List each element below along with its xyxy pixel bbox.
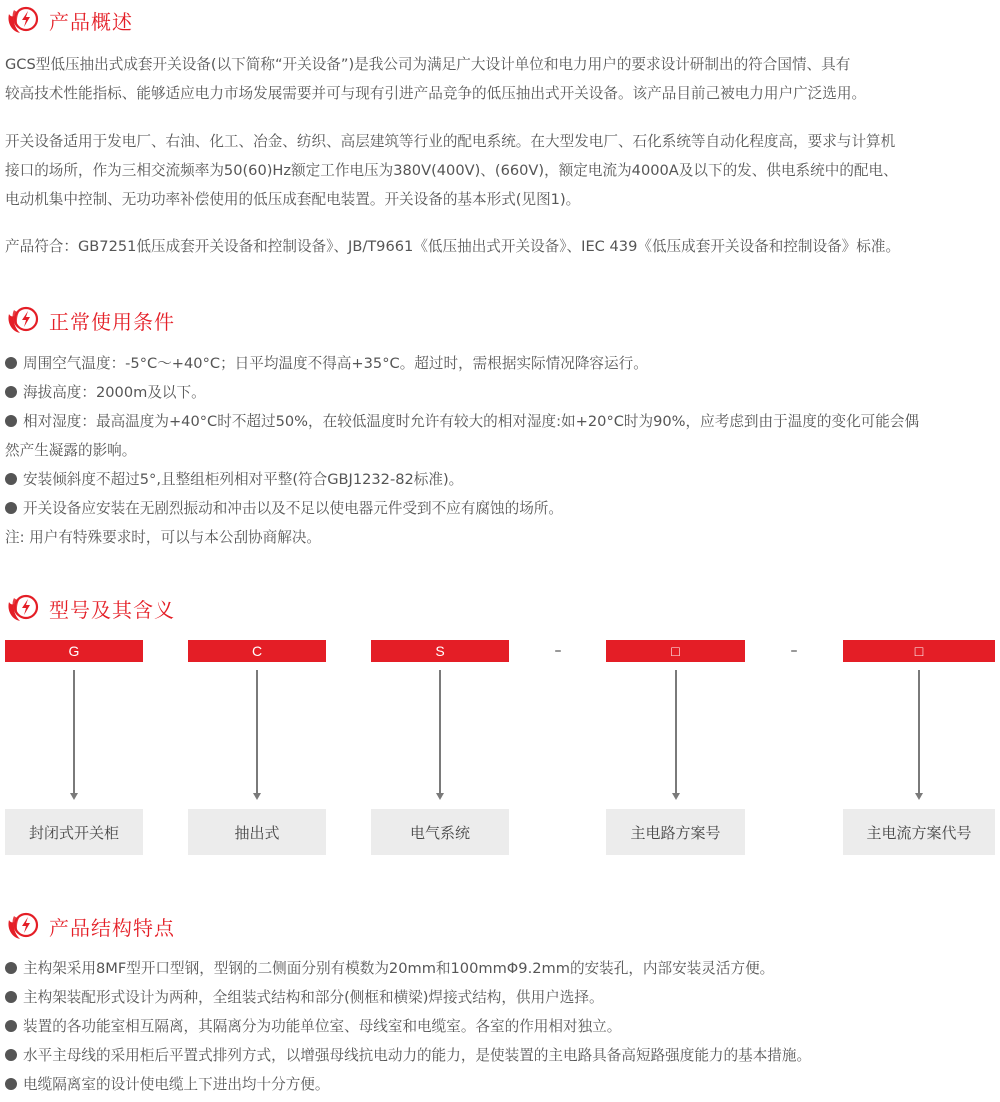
overview-paragraph-3 [5, 232, 997, 261]
list-item-continuation: 然产生凝露的影响。 [5, 442, 137, 459]
section-title-text: 型号及其含义 [49, 597, 175, 622]
down-arrow-icon [73, 670, 75, 794]
text-line: 较高技术性能指标、能够适应电力市场发展需要并可与现有引进产品竞争的低压抽出式开关设备。该产品目前己被电力用户广泛选用。 [5, 85, 867, 102]
leaf-lightning-icon [5, 4, 39, 36]
leaf-lightning-icon [5, 304, 39, 336]
text-line: 产品符合：GB7251低压成套开关设备和控制设备》、JB/T9661《低压抽出式开关设备》、IEC 439《低压成套开关设备和控制设备》标准。 [5, 238, 901, 255]
overview-paragraph-1 [5, 50, 997, 108]
list-item: 主构架装配形式设计为两种，全组装式结构和部分(侧框和横梁)焊接式结构，供用户选择。 [5, 983, 997, 1012]
list-item: 主构架采用8MF型开口型钢，型钢的二侧面分别有模数为20mm和100mmΦ9.2mm的安装孔，内部安装灵活方便。 [5, 954, 997, 983]
down-arrow-icon [918, 670, 920, 794]
leaf-lightning-icon [5, 910, 39, 942]
code-box-s: S [371, 640, 509, 662]
text-line: 开关设备适用于发电厂、右油、化工、冶金、纺织、高层建筑等行业的配电系统。在大型发电厂、石化系统等自动化程度高，要求与计算机 [5, 133, 896, 150]
code-box-current-scheme: □ [843, 640, 995, 662]
section-title-features [5, 909, 175, 943]
code-box-g: G [5, 640, 143, 662]
list-item: 安装倾斜度不超过5°,且整组柜列相对平整(符合GBJ1232-82标准)。 [5, 465, 997, 494]
meaning-box: 封闭式开关柜 [5, 809, 143, 855]
down-arrow-icon [439, 670, 441, 794]
meaning-box: 抽出式 [188, 809, 326, 855]
text-line: 接口的场所，作为三相交流频率为50(60)Hz额定工作电压为380V(400V)、(660V)，额定电流为4000A及以下的发、供电系统中的配电、 [5, 162, 898, 179]
note-text: 注: 用户有特殊要求时，可以与本公刮协商解决。 [5, 529, 322, 546]
section-title-conditions [5, 303, 175, 337]
list-item: 开关设备应安装在无剧烈振动和冲击以及不足以使电器元件受到不应有腐蚀的场所。 [5, 494, 997, 523]
section-title-text: 产品结构特点 [49, 915, 175, 940]
section-title-overview [5, 3, 133, 37]
list-item: 水平主母线的采用柜后平置式排列方式，以增强母线抗电动力的能力，是使装置的主电路具备高短路强度能力的基本措施。 [5, 1041, 997, 1070]
section-title-text: 产品概述 [49, 9, 133, 34]
code-separator: – [790, 643, 798, 659]
text-line: 电动机集中控制、无功功率补偿使用的低压成套配电装置。开关设备的基本形式(见图1)。 [5, 191, 581, 208]
features-list [5, 954, 997, 1099]
list-item: 电缆隔离室的设计使电缆上下进出均十分方便。 [5, 1070, 997, 1099]
down-arrow-icon [256, 670, 258, 794]
meaning-box: 电气系统 [371, 809, 509, 855]
text-line: GCS型低压抽出式成套开关设备(以下简称“开关设备”)是我公司为满足广大设计单位和电力用户的要求设计研制出的符合国情、具有 [5, 56, 851, 73]
code-box-circuit-scheme: □ [606, 640, 745, 662]
overview-paragraph-2 [5, 127, 997, 214]
list-item: 海拔高度：2000m及以下。 [5, 378, 997, 407]
list-item: 装置的各功能室相互隔离，其隔离分为功能单位室、母线室和电缆室。各室的作用相对独立。 [5, 1012, 997, 1041]
code-box-c: C [188, 640, 326, 662]
section-title-model [5, 591, 175, 625]
list-item: 周围空气温度：-5°C～+40°C；日平均温度不得高+35°C。超过时，需根据实际情况降容运行。 [5, 349, 997, 378]
leaf-lightning-icon [5, 592, 39, 624]
meaning-box: 主电路方案号 [606, 809, 745, 855]
down-arrow-icon [675, 670, 677, 794]
meaning-box: 主电流方案代号 [843, 809, 995, 855]
conditions-list [5, 349, 997, 552]
list-item: 相对湿度：最高温度为+40°C时不超过50%，在较低温度时允许有较大的相对湿度:如+20°C时为90%，应考虑到由于温度的变化可能会偶 [5, 407, 997, 436]
section-title-text: 正常使用条件 [49, 309, 175, 334]
code-separator: – [554, 643, 562, 659]
